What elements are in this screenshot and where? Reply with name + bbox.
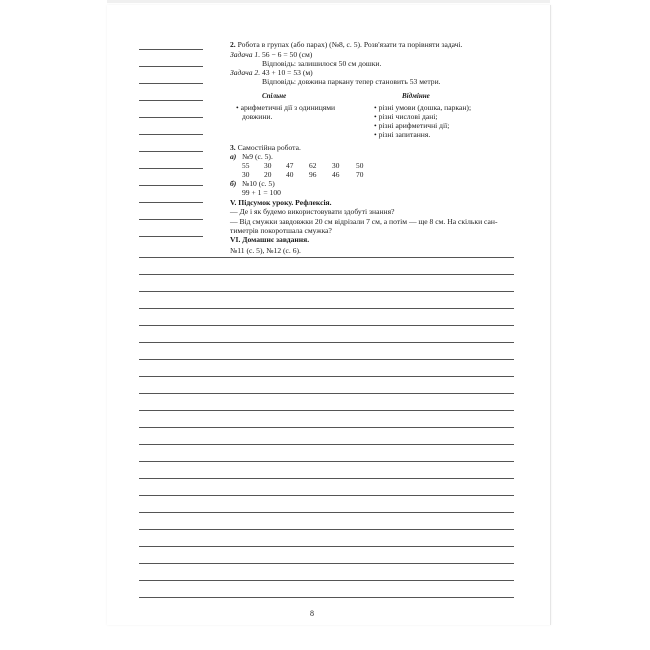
- task3-b-reference: №10 (с. 5): [242, 179, 275, 188]
- task2-z2-expression: 43 + 10 = 53 (м): [262, 68, 313, 77]
- writing-line: [139, 461, 514, 462]
- answer-number: 70: [356, 170, 364, 179]
- task3-heading-text: Самостійна робота.: [237, 143, 301, 152]
- different-column-title: Відмінне: [402, 92, 430, 100]
- task2-z1-label: Задача 1.: [230, 50, 261, 59]
- answer-number: 96: [309, 170, 317, 179]
- task3-b-label: б): [230, 179, 237, 188]
- margin-line: [139, 49, 203, 50]
- task2-heading: [230, 40, 463, 49]
- writing-line: [139, 376, 514, 377]
- section5-question-2-line-2: тиметрів покоротшала смужка?: [230, 226, 332, 235]
- writing-line: [139, 325, 514, 326]
- margin-line: [139, 100, 203, 101]
- writing-line: [139, 308, 514, 309]
- answer-number: 46: [332, 170, 340, 179]
- writing-line: [139, 495, 514, 496]
- task2-heading-text: Робота в групах (або парах) (№8, с. 5). Розв'язати та порівняти задачі.: [237, 40, 463, 49]
- task3-number: 3.: [230, 143, 236, 152]
- writing-line: [139, 444, 514, 445]
- section5-question-2-line-1: — Від смужки завдовжки 20 см відрізали 7 см, а потім — ще 8 см. На скільки сан-: [230, 217, 498, 226]
- writing-line: [139, 342, 514, 343]
- task3-a-label: а): [230, 152, 237, 161]
- bullet-icon: •: [236, 103, 239, 112]
- task2-z1-answer: Відповідь: залишилося 50 см дошки.: [262, 59, 382, 68]
- bullet-icon: •: [374, 112, 377, 121]
- different-item: • різні числові дані;: [374, 112, 438, 121]
- writing-line: [139, 393, 514, 394]
- answer-number: 50: [356, 161, 364, 170]
- similar-item-continuation: довжини.: [242, 112, 273, 121]
- writing-line: [139, 478, 514, 479]
- margin-line: [139, 66, 203, 67]
- margin-line: [139, 236, 203, 237]
- workbook-page: [107, 5, 551, 625]
- section6-title: VI. Домашнє завдання.: [230, 235, 310, 244]
- task3-b-expression: 99 + 1 = 100: [242, 188, 281, 197]
- page-number: 8: [310, 609, 314, 618]
- answer-number: 30: [332, 161, 340, 170]
- page-top-edge: [107, 0, 550, 3]
- answer-number: 47: [286, 161, 294, 170]
- writing-line: [139, 427, 514, 428]
- writing-line: [139, 274, 514, 275]
- task3-a-reference: №9 (с. 5).: [242, 152, 273, 161]
- similar-column-title: Спільне: [262, 92, 287, 100]
- different-item: • різні умови (дошка, паркан);: [374, 103, 472, 112]
- margin-line: [139, 202, 203, 203]
- similar-item: • арифметичні дії з одиницями: [236, 103, 336, 112]
- writing-line: [139, 563, 514, 564]
- homework-text: №11 (с. 5), №12 (с. 6).: [230, 246, 301, 255]
- bullet-icon: •: [374, 121, 377, 130]
- task3-heading: [230, 143, 301, 152]
- margin-line: [139, 83, 203, 84]
- task2-z2-answer: Відповідь: довжина паркану тепер становить 53 метри.: [262, 77, 441, 86]
- different-item: • різні запитання.: [374, 130, 431, 139]
- writing-line: [139, 291, 514, 292]
- writing-line: [139, 257, 514, 258]
- margin-line: [139, 185, 203, 186]
- writing-line: [139, 512, 514, 513]
- answer-number: 20: [264, 170, 272, 179]
- margin-line: [139, 168, 203, 169]
- writing-line: [139, 580, 514, 581]
- answer-number: 62: [309, 161, 317, 170]
- section5-title: V. Підсумок уроку. Рефлексія.: [230, 198, 332, 207]
- writing-line: [139, 546, 514, 547]
- margin-line: [139, 117, 203, 118]
- bullet-icon: •: [374, 103, 377, 112]
- answer-number: 55: [242, 161, 250, 170]
- answer-number: 30: [242, 170, 250, 179]
- writing-line: [139, 529, 514, 530]
- margin-line: [139, 134, 203, 135]
- writing-line: [139, 410, 514, 411]
- margin-line: [139, 219, 203, 220]
- task2-number: 2.: [230, 40, 236, 49]
- section5-question-1: — Де і як будемо використовувати здобуті знання?: [230, 207, 395, 216]
- bullet-icon: •: [374, 130, 377, 139]
- task2-z1-expression: 56 − 6 = 50 (см): [262, 50, 313, 59]
- margin-line: [139, 151, 203, 152]
- different-item: • різні арифметичні дії;: [374, 121, 450, 130]
- answer-number: 40: [286, 170, 294, 179]
- task2-z2-label: Задача 2.: [230, 68, 261, 77]
- answer-number: 30: [264, 161, 272, 170]
- writing-line: [139, 359, 514, 360]
- writing-line: [139, 597, 514, 598]
